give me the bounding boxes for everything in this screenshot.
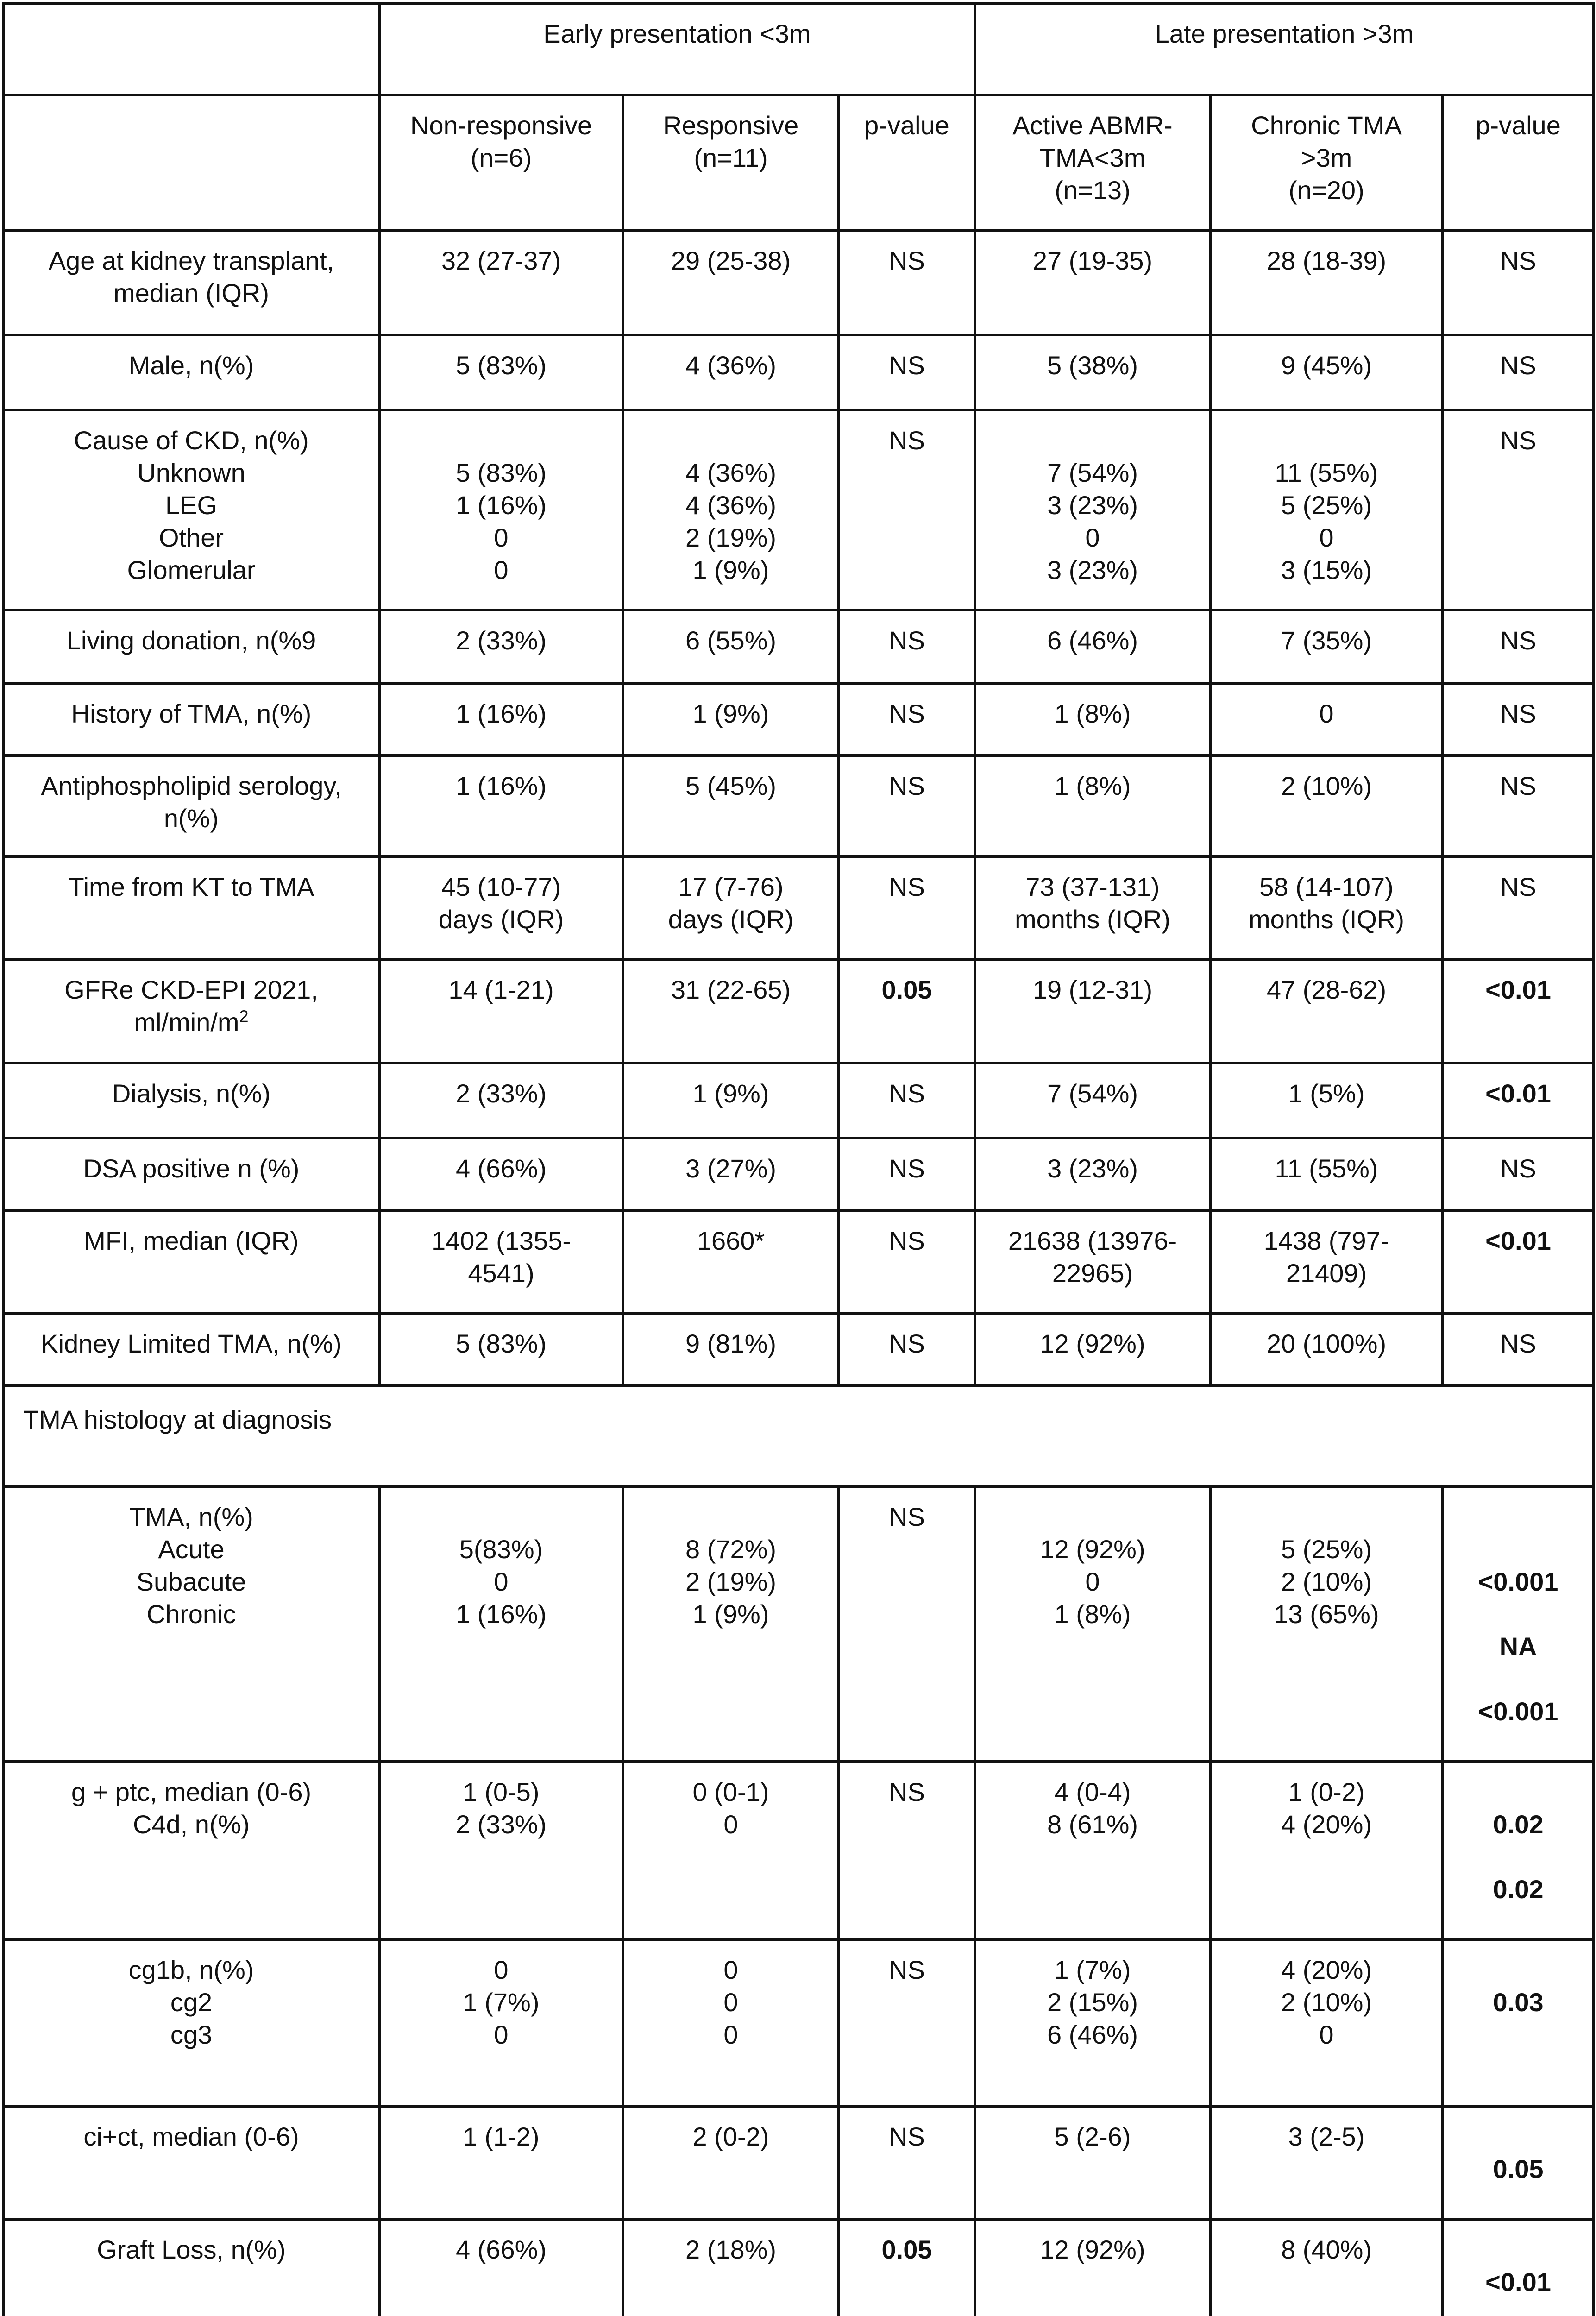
cell-p-value-late: NS [1443, 1313, 1594, 1385]
row-label: TMA, n(%) Acute Subacute Chronic [3, 1486, 379, 1762]
table-row [3, 230, 1594, 335]
table-row [3, 335, 1594, 410]
cell-non-responsive: 5 (83%) [379, 1313, 623, 1385]
clinical-characteristics-table [2, 2, 1595, 2316]
cell-active-abmr-tma: 7 (54%) [975, 1063, 1210, 1138]
cell-p-value-early: NS [839, 410, 975, 610]
cell-p-value-early: NS [839, 335, 975, 410]
cell-p-value-late: NS [1443, 1138, 1594, 1210]
cell-non-responsive: 5 (83%) 1 (16%) 0 0 [379, 410, 623, 610]
cell-active-abmr-tma: 1 (8%) [975, 683, 1210, 755]
cell-responsive: 17 (7-76) days (IQR) [623, 856, 839, 959]
header-active-abmr-tma: Active ABMR- TMA<3m (n=13) [975, 95, 1210, 230]
row-label: cg1b, n(%) cg2 cg3 [3, 1939, 379, 2106]
cell-p-value-late: NS [1443, 683, 1594, 755]
cell-active-abmr-tma: 6 (46%) [975, 610, 1210, 683]
cell-p-value-late [1443, 2219, 1594, 2316]
cell-active-abmr-tma: 5 (38%) [975, 335, 1210, 410]
header-non-responsive: Non-responsive (n=6) [379, 95, 623, 230]
row-label: g + ptc, median (0-6) C4d, n(%) [3, 1762, 379, 1939]
cell-responsive: 5 (45%) [623, 755, 839, 856]
cell-active-abmr-tma: 1 (8%) [975, 755, 1210, 856]
table-row [3, 1486, 1594, 1762]
cell-p-value-late [1443, 1939, 1594, 2106]
cell-p-value-late: <0.01 [1443, 1063, 1594, 1138]
cell-responsive: 0 0 0 [623, 1939, 839, 2106]
cell-active-abmr-tma: 73 (37-131) months (IQR) [975, 856, 1210, 959]
cell-chronic-tma: 20 (100%) [1210, 1313, 1443, 1385]
p-value-acute: <0.001 [1478, 1567, 1558, 1596]
cell-p-value-early: NS [839, 1313, 975, 1385]
row-label-text: GFRe CKD-EPI 2021, ml/min/m [64, 975, 318, 1037]
cell-p-value-early: NS [839, 1762, 975, 1939]
cell-p-value-early: NS [839, 856, 975, 959]
p-value-c4d: 0.02 [1493, 1875, 1544, 1904]
table-row [3, 683, 1594, 755]
table-row [3, 1138, 1594, 1210]
cell-chronic-tma: 28 (18-39) [1210, 230, 1443, 335]
cell-non-responsive: 1 (16%) [379, 683, 623, 755]
row-label: Kidney Limited TMA, n(%) [3, 1313, 379, 1385]
table-row [3, 2219, 1594, 2316]
cell-responsive: 31 (22-65) [623, 959, 839, 1063]
cell-p-value-late [1443, 2106, 1594, 2219]
cell-responsive: 9 (81%) [623, 1313, 839, 1385]
p-value-g-ptc: 0.02 [1493, 1810, 1544, 1839]
cell-p-value-late: NS [1443, 410, 1594, 610]
cell-responsive: 1660* [623, 1210, 839, 1313]
cell-p-value-early: NS [839, 610, 975, 683]
cell-responsive: 0 (0-1) 0 [623, 1762, 839, 1939]
cell-chronic-tma: 1 (5%) [1210, 1063, 1443, 1138]
cell-p-value-early: NS [839, 1210, 975, 1313]
table-row [3, 410, 1594, 610]
cell-p-value-early: NS [839, 683, 975, 755]
header-chronic-tma: Chronic TMA >3m (n=20) [1210, 95, 1443, 230]
cell-p-value-late: <0.01 [1443, 959, 1594, 1063]
table-row [3, 610, 1594, 683]
cell-p-value-early: 0.05 [839, 959, 975, 1063]
p-value-chronic: <0.001 [1478, 1697, 1558, 1726]
header-label-cell [3, 95, 379, 230]
row-label: MFI, median (IQR) [3, 1210, 379, 1313]
cell-active-abmr-tma: 19 (12-31) [975, 959, 1210, 1063]
cell-p-value-early: NS [839, 1138, 975, 1210]
cell-non-responsive: 1 (0-5) 2 (33%) [379, 1762, 623, 1939]
cell-non-responsive: 2 (33%) [379, 1063, 623, 1138]
cell-responsive: 2 (0-2) [623, 2106, 839, 2219]
cell-responsive: 2 (18%) [623, 2219, 839, 2316]
cell-responsive: 4 (36%) [623, 335, 839, 410]
table-row [3, 2106, 1594, 2219]
header-column-row [3, 95, 1594, 230]
cell-responsive: 29 (25-38) [623, 230, 839, 335]
cell-non-responsive: 14 (1-21) [379, 959, 623, 1063]
cell-active-abmr-tma: 4 (0-4) 8 (61%) [975, 1762, 1210, 1939]
cell-chronic-tma: 58 (14-107) months (IQR) [1210, 856, 1443, 959]
cell-active-abmr-tma: 12 (92%) [975, 1313, 1210, 1385]
cell-chronic-tma: 9 (45%) [1210, 335, 1443, 410]
cell-p-value-late: NS [1443, 856, 1594, 959]
table-row [3, 1762, 1594, 1939]
header-group-late: Late presentation >3m [975, 3, 1594, 95]
row-label: Graft Loss, n(%) [3, 2219, 379, 2316]
p-value-subacute: NA [1499, 1632, 1537, 1661]
header-group-early: Early presentation <3m [379, 3, 975, 95]
cell-responsive: 1 (9%) [623, 683, 839, 755]
cell-active-abmr-tma: 5 (2-6) [975, 2106, 1210, 2219]
cell-p-value-late: NS [1443, 230, 1594, 335]
header-p-value-late: p-value [1443, 95, 1594, 230]
row-label: History of TMA, n(%) [3, 683, 379, 755]
cell-p-value-early: NS [839, 2106, 975, 2219]
cell-chronic-tma: 47 (28-62) [1210, 959, 1443, 1063]
cell-active-abmr-tma: 7 (54%) 3 (23%) 0 3 (23%) [975, 410, 1210, 610]
cell-p-value-early: NS [839, 230, 975, 335]
cell-p-value-early: NS [839, 1939, 975, 2106]
row-label: ci+ct, median (0-6) [3, 2106, 379, 2219]
cell-active-abmr-tma: 21638 (13976- 22965) [975, 1210, 1210, 1313]
row-label: Age at kidney transplant, median (IQR) [3, 230, 379, 335]
cell-chronic-tma: 11 (55%) 5 (25%) 0 3 (15%) [1210, 410, 1443, 610]
header-responsive: Responsive (n=11) [623, 95, 839, 230]
row-label: Cause of CKD, n(%) Unknown LEG Other Glomerular [3, 410, 379, 610]
cell-p-value-late: <0.01 [1443, 1210, 1594, 1313]
header-p-value-early: p-value [839, 95, 975, 230]
p-value-cg: 0.03 [1493, 1988, 1544, 2017]
row-label: Male, n(%) [3, 335, 379, 410]
table-row [3, 1939, 1594, 2106]
section-heading-tma-histology: TMA histology at diagnosis [3, 1385, 1594, 1486]
p-value-ci-ct: 0.05 [1493, 2154, 1544, 2184]
table-row [3, 1063, 1594, 1138]
cell-p-value-late: NS [1443, 610, 1594, 683]
cell-non-responsive: 4 (66%) [379, 1138, 623, 1210]
cell-chronic-tma: 4 (20%) 2 (10%) 0 [1210, 1939, 1443, 2106]
row-label [3, 959, 379, 1063]
table-row [3, 755, 1594, 856]
row-label: Antiphospholipid serology, n(%) [3, 755, 379, 856]
cell-p-value-late [1443, 1486, 1594, 1762]
cell-chronic-tma: 2 (10%) [1210, 755, 1443, 856]
table-row [3, 856, 1594, 959]
section-row [3, 1385, 1594, 1486]
cell-p-value-early: NS [839, 1486, 975, 1762]
cell-responsive: 6 (55%) [623, 610, 839, 683]
cell-non-responsive: 5(83%) 0 1 (16%) [379, 1486, 623, 1762]
cell-responsive: 8 (72%) 2 (19%) 1 (9%) [623, 1486, 839, 1762]
cell-p-value-early: 0.05 [839, 2219, 975, 2316]
cell-p-value-late [1443, 1762, 1594, 1939]
row-label: Living donation, n(%9 [3, 610, 379, 683]
header-group-row [3, 3, 1594, 95]
cell-active-abmr-tma: 3 (23%) [975, 1138, 1210, 1210]
row-label: Dialysis, n(%) [3, 1063, 379, 1138]
cell-chronic-tma: 5 (25%) 2 (10%) 13 (65%) [1210, 1486, 1443, 1762]
table-row [3, 1313, 1594, 1385]
cell-non-responsive: 32 (27-37) [379, 230, 623, 335]
cell-chronic-tma: 7 (35%) [1210, 610, 1443, 683]
cell-non-responsive: 0 1 (7%) 0 [379, 1939, 623, 2106]
cell-non-responsive: 5 (83%) [379, 335, 623, 410]
cell-responsive: 1 (9%) [623, 1063, 839, 1138]
row-label: Time from KT to TMA [3, 856, 379, 959]
cell-non-responsive: 45 (10-77) days (IQR) [379, 856, 623, 959]
header-corner-cell [3, 3, 379, 95]
row-label: DSA positive n (%) [3, 1138, 379, 1210]
cell-active-abmr-tma: 27 (19-35) [975, 230, 1210, 335]
cell-p-value-early: NS [839, 755, 975, 856]
cell-chronic-tma: 11 (55%) [1210, 1138, 1443, 1210]
table-row [3, 959, 1594, 1063]
cell-active-abmr-tma: 12 (92%) 0 1 (8%) [975, 1486, 1210, 1762]
superscript-2: 2 [239, 1007, 249, 1026]
cell-chronic-tma: 3 (2-5) [1210, 2106, 1443, 2219]
cell-p-value-late: NS [1443, 755, 1594, 856]
table-row [3, 1210, 1594, 1313]
cell-chronic-tma: 1 (0-2) 4 (20%) [1210, 1762, 1443, 1939]
cell-active-abmr-tma: 1 (7%) 2 (15%) 6 (46%) [975, 1939, 1210, 2106]
cell-chronic-tma: 8 (40%) [1210, 2219, 1443, 2316]
cell-chronic-tma: 1438 (797- 21409) [1210, 1210, 1443, 1313]
cell-non-responsive: 2 (33%) [379, 610, 623, 683]
cell-p-value-early: NS [839, 1063, 975, 1138]
cell-non-responsive: 1 (16%) [379, 755, 623, 856]
cell-chronic-tma: 0 [1210, 683, 1443, 755]
cell-responsive: 4 (36%) 4 (36%) 2 (19%) 1 (9%) [623, 410, 839, 610]
cell-non-responsive: 1402 (1355- 4541) [379, 1210, 623, 1313]
cell-responsive: 3 (27%) [623, 1138, 839, 1210]
cell-p-value-late: NS [1443, 335, 1594, 410]
cell-non-responsive: 1 (1-2) [379, 2106, 623, 2219]
cell-non-responsive: 4 (66%) [379, 2219, 623, 2316]
p-value-graft-loss: <0.01 [1485, 2267, 1551, 2297]
cell-active-abmr-tma: 12 (92%) [975, 2219, 1210, 2316]
